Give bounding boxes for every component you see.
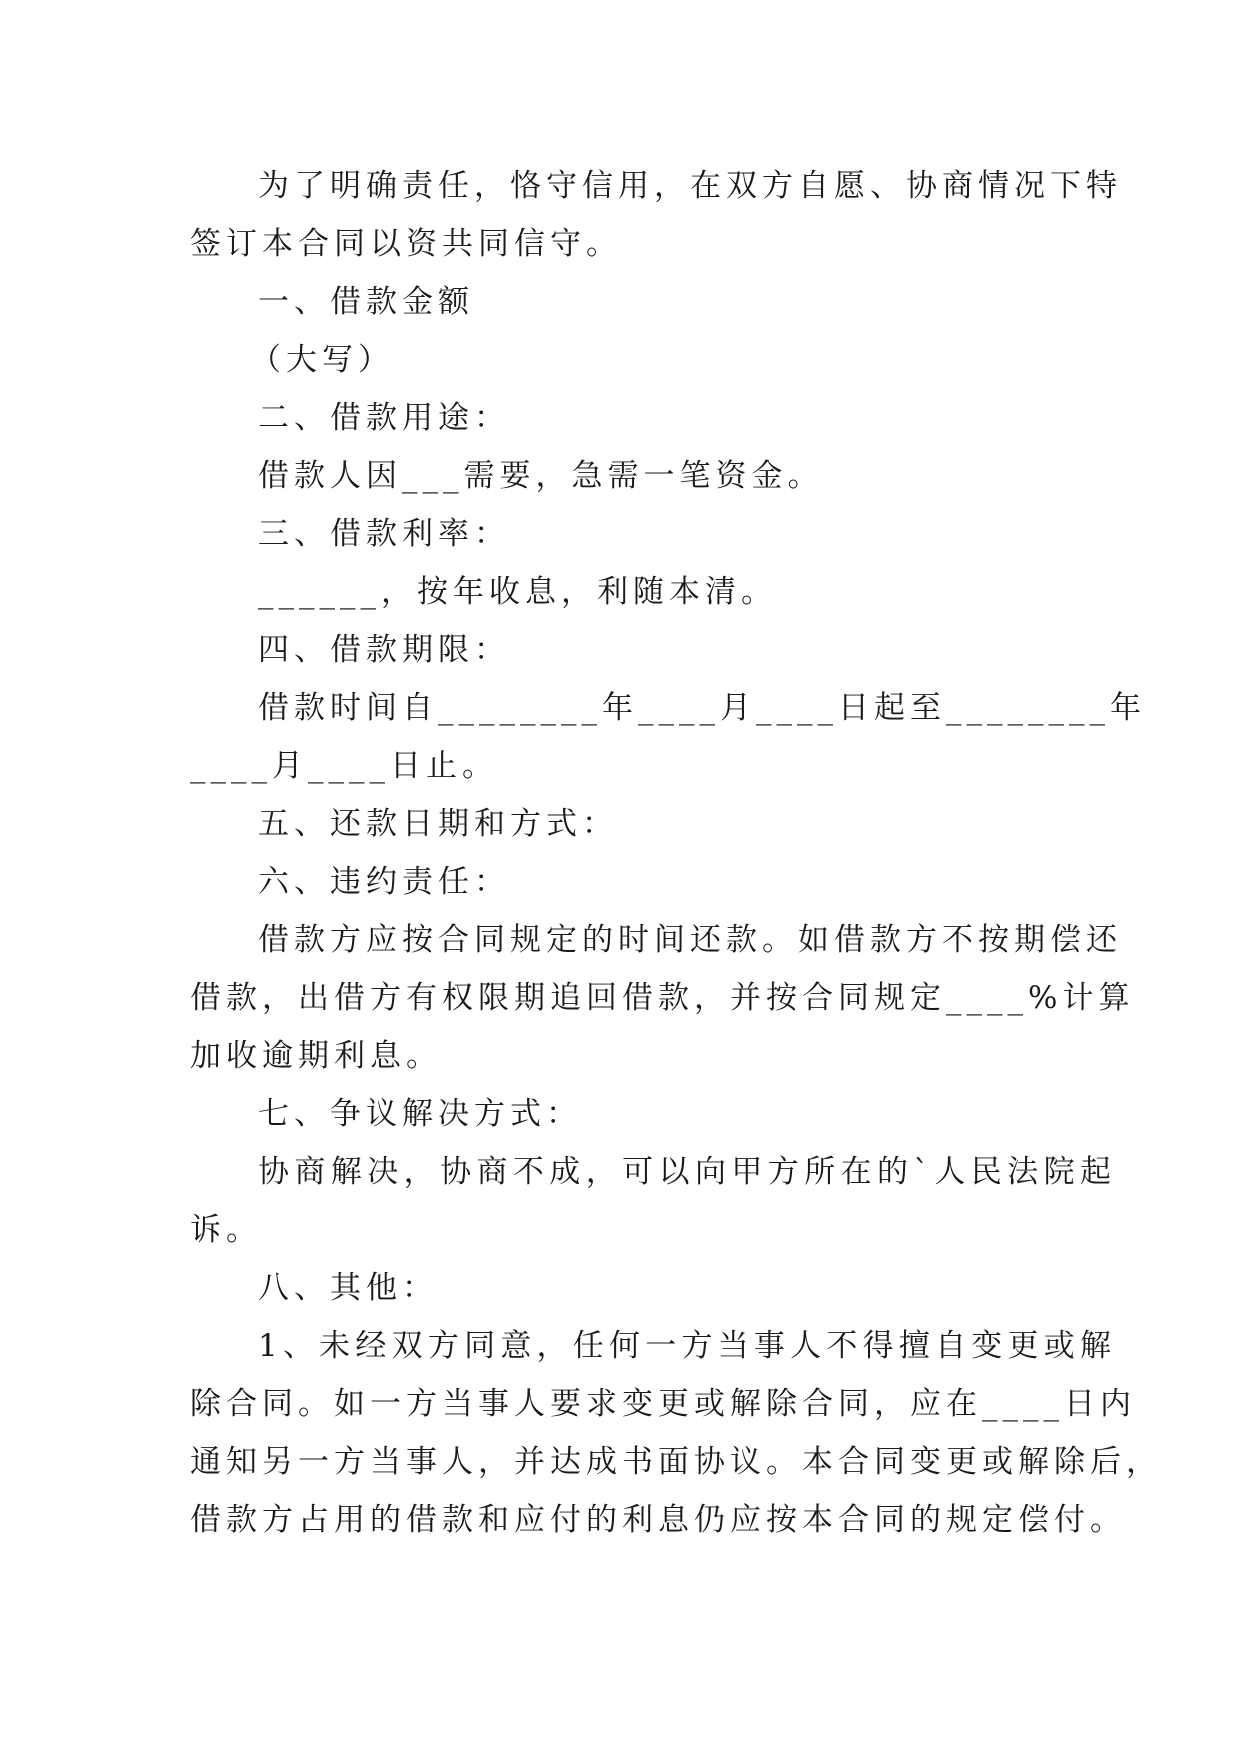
other-line-2: 除合同。如一方当事人要求变更或解除合同，应在____日内 [190, 1386, 1136, 1422]
section-heading-7: 七、争议解决方式： [258, 1096, 582, 1132]
section-heading-1: 一、借款金额 [258, 284, 474, 320]
other-line-3: 通知另一方当事人，并达成书面协议。本合同变更或解除后， [190, 1444, 1162, 1480]
loan-purpose-text: 借款人因___需要，急需一笔资金。 [258, 458, 824, 494]
breach-line-2: 借款，出借方有权限期追回借款，并按合同规定____%计算 [190, 980, 1135, 1016]
dispute-line-1: 协商解决，协商不成，可以向甲方所在的`人民法院起 [258, 1154, 1116, 1190]
interest-rate-text: ______，按年收息，利随本清。 [258, 574, 777, 610]
section-heading-5: 五、还款日期和方式： [258, 806, 618, 842]
loan-term-line-1: 借款时间自________年____月____日起至________年 [258, 690, 1146, 726]
section-heading-3: 三、借款利率： [258, 516, 510, 552]
paragraph-intro-line-1: 为了明确责任，恪守信用，在双方自愿、协商情况下特 [258, 168, 1122, 204]
section-heading-2: 二、借款用途： [258, 400, 510, 436]
breach-line-3: 加收逾期利息。 [190, 1038, 442, 1074]
other-line-4: 借款方占用的借款和应付的利息仍应按本合同的规定偿付。 [190, 1502, 1126, 1538]
section-heading-4: 四、借款期限： [258, 632, 510, 668]
paragraph-intro-line-2: 签订本合同以资共同信守。 [190, 226, 622, 262]
section-heading-8: 八、其他： [258, 1270, 438, 1306]
other-line-1: 1、未经双方同意，任何一方当事人不得擅自变更或解 [258, 1328, 1116, 1364]
loan-term-line-2: ____月____日止。 [190, 748, 498, 784]
breach-line-1: 借款方应按合同规定的时间还款。如借款方不按期偿还 [258, 922, 1122, 958]
section-heading-6: 六、违约责任： [258, 864, 510, 900]
amount-capital-note: （大写） [250, 342, 394, 378]
dispute-line-2: 诉。 [190, 1212, 262, 1248]
